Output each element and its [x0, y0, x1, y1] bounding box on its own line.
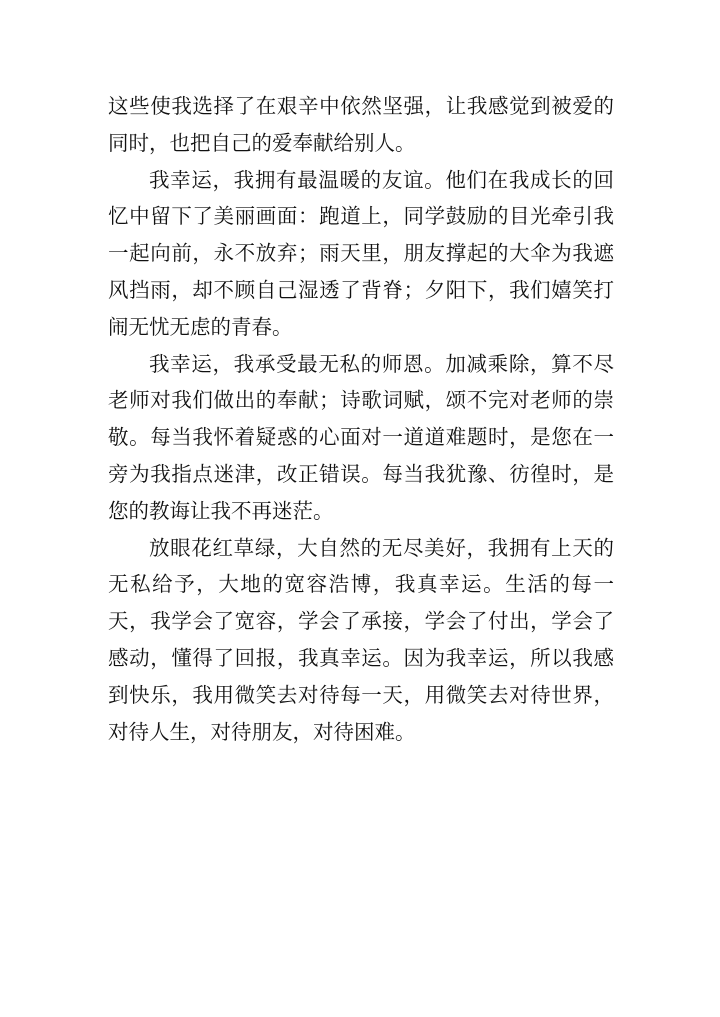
paragraph-1: 这些使我选择了在艰辛中依然坚强，让我感觉到被爱的同时，也把自己的爱奉献给别人。 [108, 94, 614, 155]
paragraph-4: 放眼花红草绿，大自然的无尽美好，我拥有上天的无私给予，大地的宽容浩博，我真幸运。生活的每一天，我学会了宽容，学会了承接，学会了付出，学会了感动，懂得了回报，我真幸运。因为我幸运，所以我感到快乐，我用微笑去对待每一天，用微笑去对待世界，对待人生，对待朋友，对待困难。 [108, 535, 614, 744]
paragraph-2: 我幸运，我拥有最温暖的友谊。他们在我成长的回忆中留下了美丽画面：跑道上，同学鼓励的目光牵引我一起向前，永不放弃；雨天里，朋友撑起的大伞为我遮风挡雨，却不顾自己湿透了背脊；夕阳下，我们嬉笑打闹无忧无虑的青春。 [108, 167, 614, 339]
document-page [108, 88, 614, 750]
paragraph-3: 我幸运，我承受最无私的师恩。加减乘除，算不尽老师对我们做出的奉献；诗歌词赋，颂不完对老师的崇敬。每当我怀着疑惑的心面对一道道难题时，是您在一旁为我指点迷津，改正错误。每当我犹豫、彷徨时，是您的教诲让我不再迷茫。 [108, 351, 614, 523]
